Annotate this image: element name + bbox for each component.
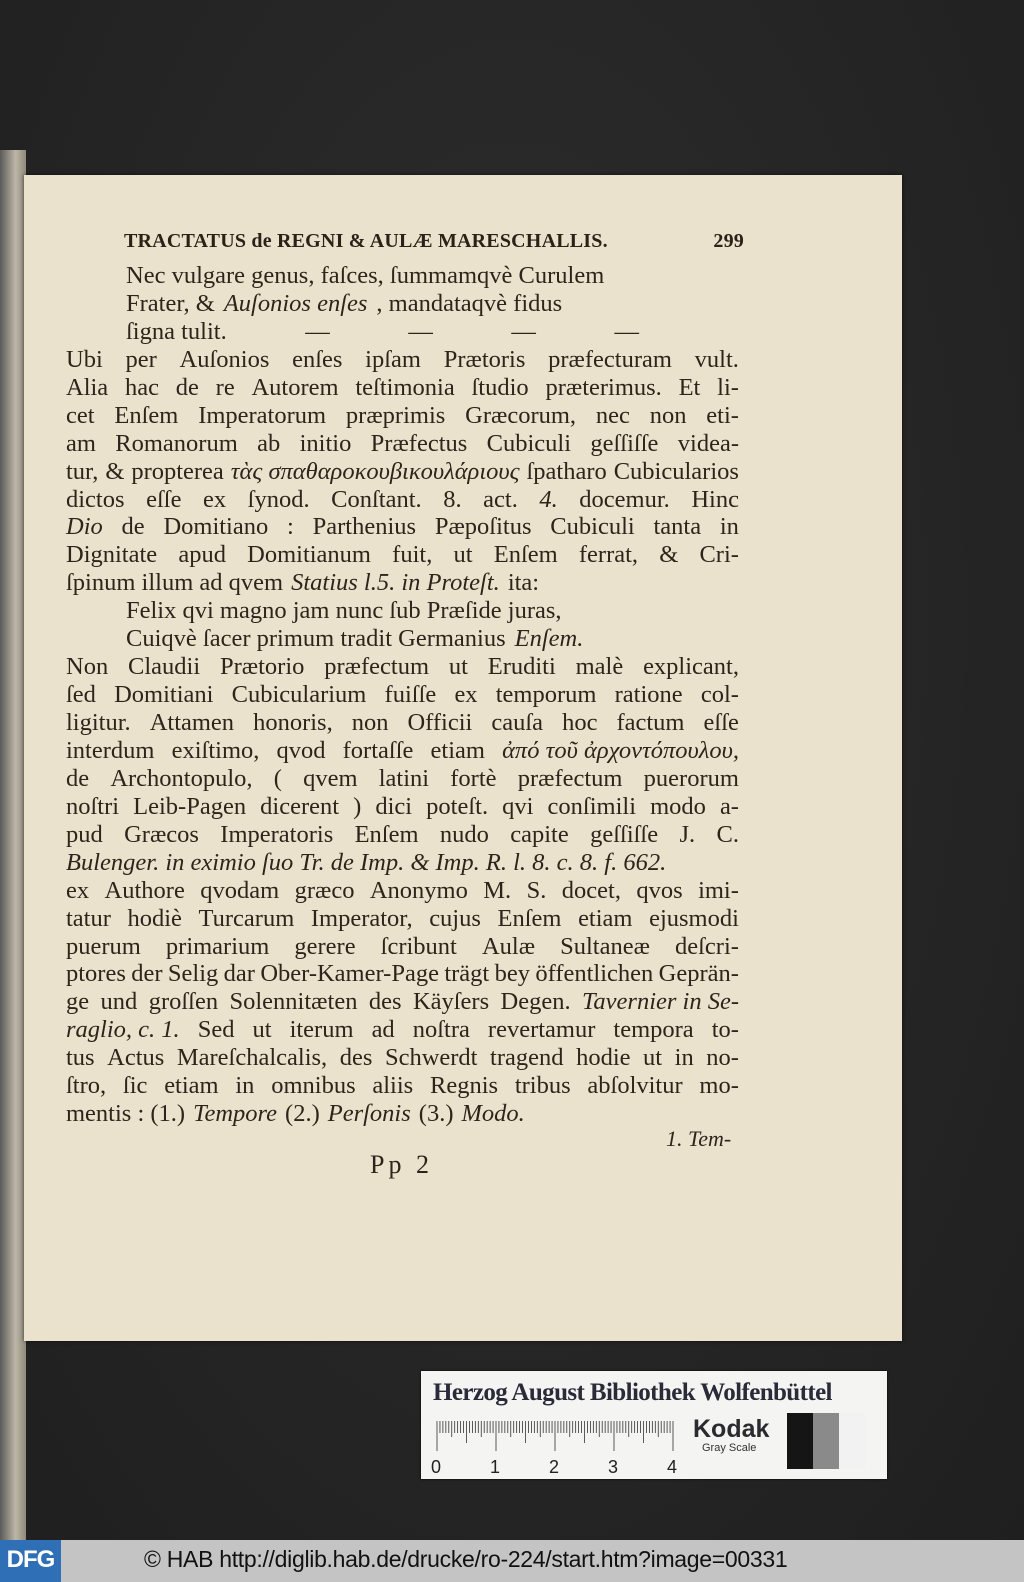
word: interdum bbox=[66, 736, 155, 764]
word: conſimili bbox=[547, 792, 636, 820]
text-segment: (3.) bbox=[418, 1100, 454, 1128]
word: honoris, bbox=[253, 709, 333, 736]
word: Mareſchalcalis, bbox=[176, 1044, 328, 1072]
word: und bbox=[100, 988, 138, 1016]
word: Sultaneæ bbox=[560, 932, 650, 960]
word: fortè bbox=[450, 764, 497, 792]
word: docet, bbox=[561, 876, 621, 904]
text-line bbox=[66, 318, 739, 346]
word: ſynod. bbox=[247, 485, 310, 513]
text-line bbox=[66, 960, 739, 988]
word: iterum bbox=[289, 1016, 354, 1044]
word: ex bbox=[203, 485, 227, 513]
text-segment: — bbox=[511, 317, 536, 345]
word: fuit, bbox=[392, 541, 433, 569]
word: Regnis bbox=[429, 1072, 499, 1100]
running-head bbox=[124, 230, 744, 253]
word: Enſem bbox=[354, 820, 419, 848]
text-line bbox=[66, 569, 739, 597]
word: Græcorum, bbox=[465, 401, 577, 429]
word: Authore bbox=[104, 876, 185, 904]
text-line bbox=[66, 430, 739, 458]
italic-text: ἀπό τοῦ ἀρχοντόπουλου, bbox=[502, 736, 739, 764]
word: puerum bbox=[66, 932, 141, 960]
book-edge bbox=[0, 150, 26, 1540]
dfg-logo: DFG bbox=[0, 1540, 61, 1582]
word: Auſonios bbox=[179, 345, 270, 373]
page-body-text bbox=[66, 262, 739, 1128]
word: ſcribunt bbox=[380, 932, 457, 960]
word: tur, bbox=[66, 457, 99, 485]
word: dar bbox=[223, 960, 255, 988]
word: J. bbox=[679, 820, 696, 848]
word: am bbox=[66, 429, 96, 457]
word: Officii bbox=[407, 709, 473, 736]
word: latini bbox=[378, 764, 430, 792]
word: no- bbox=[706, 1044, 739, 1072]
text-segment: ſpinum illum ad qvem bbox=[66, 569, 284, 597]
text-line bbox=[66, 486, 739, 514]
word: vult. bbox=[694, 345, 739, 373]
word: Domitianum bbox=[247, 541, 371, 569]
word: præfectum bbox=[517, 764, 623, 792]
page-number: 299 bbox=[713, 230, 744, 252]
word: dictos bbox=[66, 485, 125, 513]
italic-text: Tavernier in Se- bbox=[582, 988, 739, 1016]
italic-text: τὰς σπαθαροκουβικουλάριους bbox=[230, 457, 520, 485]
card-title: Herzog August Bibliothek Wolfenbüttel bbox=[433, 1379, 832, 1406]
word: Enſem bbox=[493, 541, 558, 569]
word: Imperator, bbox=[310, 904, 413, 932]
word: Prætorio bbox=[220, 653, 305, 681]
text-line bbox=[66, 877, 739, 905]
word: teſtimonia bbox=[355, 373, 455, 401]
text-segment: Frater, & bbox=[126, 289, 215, 317]
word: tanta bbox=[653, 513, 702, 541]
word: ut bbox=[643, 1044, 663, 1072]
word: in bbox=[719, 513, 739, 541]
word: Dignitate bbox=[66, 541, 158, 569]
italic-text: Enſem. bbox=[514, 625, 584, 653]
word: ipſam bbox=[365, 345, 421, 373]
word: præterimus. bbox=[545, 373, 662, 401]
word: pud bbox=[66, 820, 103, 848]
text-line bbox=[66, 709, 739, 737]
text-line bbox=[66, 625, 739, 653]
text-segment: ita: bbox=[507, 569, 540, 597]
word: Autorem bbox=[251, 373, 339, 401]
word: der bbox=[131, 960, 163, 988]
word: per bbox=[125, 345, 157, 373]
text-segment: mentis : (1.) bbox=[66, 1100, 186, 1128]
word: etiam bbox=[430, 736, 485, 764]
word: ut bbox=[448, 653, 468, 681]
word: ejusmodi bbox=[649, 904, 739, 932]
word: Actus bbox=[107, 1044, 165, 1072]
word: Imperatoris bbox=[220, 820, 334, 848]
text-line bbox=[66, 681, 739, 709]
ruler-number: 0 bbox=[431, 1457, 442, 1477]
word: li- bbox=[717, 373, 739, 401]
word: in bbox=[235, 1072, 255, 1100]
word: dici bbox=[375, 792, 413, 820]
word: Pæpoſitus bbox=[434, 513, 532, 541]
word: des bbox=[368, 988, 402, 1016]
text-line bbox=[66, 765, 739, 793]
word: tus bbox=[66, 1044, 95, 1072]
word: hodie bbox=[576, 1044, 631, 1072]
word: ſic bbox=[122, 1072, 148, 1100]
text-line bbox=[66, 290, 739, 318]
italic-text: Tempore bbox=[193, 1100, 278, 1128]
word: Prætoris bbox=[443, 345, 526, 373]
text-line bbox=[66, 1044, 739, 1072]
word: etiam bbox=[164, 1072, 219, 1100]
word: poteſt. bbox=[426, 792, 489, 820]
word: Hinc bbox=[691, 485, 739, 513]
gray-patch-black bbox=[787, 1413, 813, 1469]
text-line bbox=[66, 1016, 739, 1044]
word: de bbox=[66, 764, 90, 792]
word: eti- bbox=[706, 401, 739, 429]
word: qvem bbox=[303, 764, 358, 792]
italic-text: Bulenger. in eximio ſuo Tr. de Imp. & Imp. R. l. 8. c. 8. f. 662. bbox=[66, 848, 667, 876]
text-line bbox=[66, 541, 739, 569]
text-segment: — bbox=[305, 317, 330, 345]
word: ab bbox=[257, 429, 281, 457]
text-line bbox=[66, 513, 739, 541]
text-line bbox=[66, 737, 739, 765]
word: ) bbox=[353, 792, 362, 820]
ruler-number: 2 bbox=[549, 1457, 560, 1477]
word: qvi bbox=[502, 792, 534, 820]
word: de bbox=[175, 373, 199, 401]
word: gerere bbox=[294, 932, 356, 960]
word: revertamur bbox=[487, 1016, 596, 1044]
text-line bbox=[66, 821, 739, 849]
text-line bbox=[66, 374, 739, 402]
word: non bbox=[351, 709, 389, 736]
ruler-number: 4 bbox=[667, 1457, 678, 1477]
word: Ober-Kamer-Page bbox=[260, 960, 439, 988]
word: Enſem bbox=[114, 401, 179, 429]
text-line bbox=[66, 905, 739, 933]
word: nec bbox=[595, 401, 630, 429]
word: tatur bbox=[66, 904, 111, 932]
word: mo- bbox=[699, 1072, 739, 1100]
word: re bbox=[215, 373, 235, 401]
word: noſtra bbox=[412, 1016, 470, 1044]
text-line bbox=[66, 262, 739, 290]
word: ut bbox=[453, 541, 473, 569]
word: geſſiſſe bbox=[590, 820, 659, 848]
word: Turcarum bbox=[198, 904, 295, 932]
word: noſtri bbox=[66, 792, 120, 820]
word: tempora bbox=[613, 1016, 694, 1044]
word: ex bbox=[66, 876, 90, 904]
word: Leib-Pagen bbox=[133, 792, 247, 820]
word: deſcri- bbox=[675, 932, 739, 960]
word: apud bbox=[178, 541, 226, 569]
word: aliis bbox=[372, 1072, 414, 1100]
word: fortaſſe bbox=[342, 736, 414, 764]
word: ligitur. bbox=[66, 709, 131, 736]
text-line bbox=[66, 1100, 739, 1128]
word: Cubicularios bbox=[613, 457, 739, 485]
word: 8. bbox=[443, 485, 462, 513]
word: propterea bbox=[131, 457, 224, 485]
word: geſſiſſe bbox=[590, 429, 659, 457]
text-line bbox=[66, 1072, 739, 1100]
color-reference-card bbox=[421, 1371, 887, 1479]
word: M. bbox=[483, 876, 512, 904]
word: öffentlichen bbox=[535, 960, 654, 988]
word: Archontopulo, bbox=[110, 764, 253, 792]
word: Alia bbox=[66, 373, 109, 401]
word: ſed bbox=[66, 681, 96, 709]
word: cujus bbox=[429, 904, 481, 932]
word: de bbox=[121, 513, 145, 541]
word: Geprän- bbox=[658, 960, 739, 988]
word: Enſem bbox=[497, 904, 562, 932]
word: qvodam bbox=[200, 876, 280, 904]
word: præfecturam bbox=[548, 345, 672, 373]
word: modo bbox=[650, 792, 706, 820]
word: Käyſers bbox=[412, 988, 490, 1016]
word: nudo bbox=[439, 820, 489, 848]
word: Ubi bbox=[66, 345, 103, 373]
text-segment: — bbox=[614, 317, 639, 345]
word: initio bbox=[299, 429, 352, 457]
word: Imperatorum bbox=[198, 401, 327, 429]
word: temporum bbox=[495, 681, 597, 709]
word: cauſa bbox=[491, 709, 544, 736]
word: non bbox=[649, 401, 687, 429]
word: imi- bbox=[698, 876, 739, 904]
word: hodiè bbox=[127, 904, 182, 932]
word: exiſtimo, bbox=[171, 736, 260, 764]
running-head-title: TRACTATUS de REGNI & AULÆ MARESCHALLIS. bbox=[124, 230, 608, 252]
text-line bbox=[66, 346, 739, 374]
word: explicant, bbox=[643, 653, 739, 681]
gray-patch-mid bbox=[813, 1413, 839, 1469]
word: col- bbox=[700, 681, 739, 709]
word: eſſe bbox=[703, 709, 739, 736]
word: Eruditi bbox=[487, 653, 556, 681]
text-line bbox=[66, 402, 739, 430]
word: Cubiculi bbox=[550, 513, 635, 541]
word: primarium bbox=[165, 932, 270, 960]
word: factum bbox=[616, 709, 685, 736]
text-line bbox=[66, 793, 739, 821]
word: ſtudio bbox=[471, 373, 529, 401]
text-segment: — bbox=[408, 317, 433, 345]
word: Selig bbox=[167, 960, 219, 988]
text-line bbox=[66, 458, 739, 486]
copyright-link[interactable]: © HAB http://diglib.hab.de/drucke/ro-224/start.htm?image=00331 bbox=[144, 1546, 788, 1572]
word: præprimis bbox=[345, 401, 446, 429]
word: : bbox=[287, 513, 294, 541]
italic-text: Modo. bbox=[461, 1100, 525, 1128]
word: eſſe bbox=[146, 485, 182, 513]
word: Degen. bbox=[500, 988, 571, 1016]
word: Græcos bbox=[124, 820, 199, 848]
word: videa- bbox=[677, 429, 739, 457]
italic-text: Perſonis bbox=[327, 1100, 411, 1128]
word: to- bbox=[711, 1016, 739, 1044]
word: qvos bbox=[636, 876, 683, 904]
catchword: 1. Tem- bbox=[666, 1126, 732, 1151]
word: act. bbox=[483, 485, 518, 513]
word: ratione bbox=[614, 681, 683, 709]
italic-text: Statius l.5. in Proteſt. bbox=[291, 569, 500, 597]
word: tribus bbox=[514, 1072, 571, 1100]
italic-text: raglio, c. 1. bbox=[66, 1016, 180, 1044]
word: Cri- bbox=[699, 541, 739, 569]
text-segment: (2.) bbox=[285, 1100, 320, 1128]
word: Solennitæten bbox=[229, 988, 358, 1016]
gray-scale-label: Gray Scale bbox=[702, 1442, 757, 1454]
word: cet bbox=[66, 401, 95, 429]
word: C. bbox=[716, 820, 739, 848]
word: ſtro, bbox=[66, 1072, 107, 1100]
word: Aulæ bbox=[481, 932, 536, 960]
word: Anonymo bbox=[369, 876, 468, 904]
word: bey bbox=[494, 960, 530, 988]
word: Non bbox=[66, 653, 109, 681]
word: a- bbox=[719, 792, 739, 820]
text-line bbox=[66, 988, 739, 1016]
word: ge bbox=[66, 988, 90, 1016]
ruler-number: 1 bbox=[490, 1457, 501, 1477]
word: Cubiculi bbox=[486, 429, 572, 457]
word: Domitiani bbox=[114, 681, 214, 709]
italic-text: 4. bbox=[539, 485, 558, 513]
word: hac bbox=[124, 373, 159, 401]
word: fuiſſe bbox=[384, 681, 437, 709]
italic-text: Dio bbox=[66, 513, 103, 541]
word: Claudii bbox=[128, 653, 201, 681]
ruler-scale bbox=[435, 1421, 675, 1451]
word: ptores bbox=[66, 960, 126, 988]
text-line bbox=[66, 933, 739, 961]
word: græco bbox=[294, 876, 355, 904]
text-line bbox=[66, 597, 739, 625]
word: omnibus bbox=[271, 1072, 356, 1100]
text-line bbox=[66, 653, 739, 681]
word: S. bbox=[526, 876, 547, 904]
word: Schwerdt bbox=[384, 1044, 478, 1072]
ruler-number: 3 bbox=[608, 1457, 619, 1477]
word: ut bbox=[252, 1016, 272, 1044]
word: enſes bbox=[292, 345, 343, 373]
word: groſſen bbox=[148, 988, 219, 1016]
word: Romanorum bbox=[115, 429, 238, 457]
text-line bbox=[66, 849, 739, 877]
word: etiam bbox=[578, 904, 633, 932]
signature-mark: Pp 2 bbox=[370, 1150, 433, 1179]
word: Et bbox=[678, 373, 701, 401]
kodak-logo: Kodak bbox=[693, 1415, 770, 1443]
word: abſolvitur bbox=[587, 1072, 683, 1100]
word: Attamen bbox=[149, 709, 235, 736]
word: præfectum bbox=[324, 653, 430, 681]
text-segment: Felix qvi magno jam nunc ſub Præſide juras, bbox=[126, 597, 562, 625]
word: qvod bbox=[276, 736, 326, 764]
word: capite bbox=[510, 820, 569, 848]
text-segment: ſigna tulit. bbox=[126, 317, 227, 345]
word: Conſtant. bbox=[331, 485, 422, 513]
word: trägt bbox=[444, 960, 490, 988]
text-segment: , mandataqvè fidus bbox=[376, 289, 563, 317]
word: Cubicularium bbox=[231, 681, 367, 709]
word: ſpatharo bbox=[526, 457, 607, 485]
word: ad bbox=[371, 1016, 395, 1044]
text-segment: Cuiqvè ſacer primum tradit Germanius bbox=[126, 625, 506, 653]
word: Præfectus bbox=[370, 429, 468, 457]
word: ex bbox=[454, 681, 478, 709]
word: Sed bbox=[197, 1016, 235, 1044]
word: des bbox=[339, 1044, 373, 1072]
word: hoc bbox=[562, 709, 598, 736]
word: docemur. bbox=[579, 485, 670, 513]
text-segment: Nec vulgare genus, faſces, ſummamqvè Curulem bbox=[126, 262, 605, 289]
footer-bar bbox=[0, 1540, 1024, 1582]
word: ferrat, bbox=[578, 541, 639, 569]
word: puerorum bbox=[643, 764, 739, 792]
word: in bbox=[674, 1044, 694, 1072]
word: tragend bbox=[490, 1044, 564, 1072]
word: Domitiano bbox=[163, 513, 269, 541]
gray-patch-white bbox=[839, 1413, 865, 1469]
word: ( bbox=[273, 764, 282, 792]
word: & bbox=[659, 541, 679, 569]
word: Parthenius bbox=[312, 513, 417, 541]
italic-text: Auſonios enſes bbox=[223, 289, 368, 317]
word: dicerent bbox=[260, 792, 340, 820]
word: malè bbox=[575, 653, 624, 681]
word: & bbox=[105, 457, 125, 485]
